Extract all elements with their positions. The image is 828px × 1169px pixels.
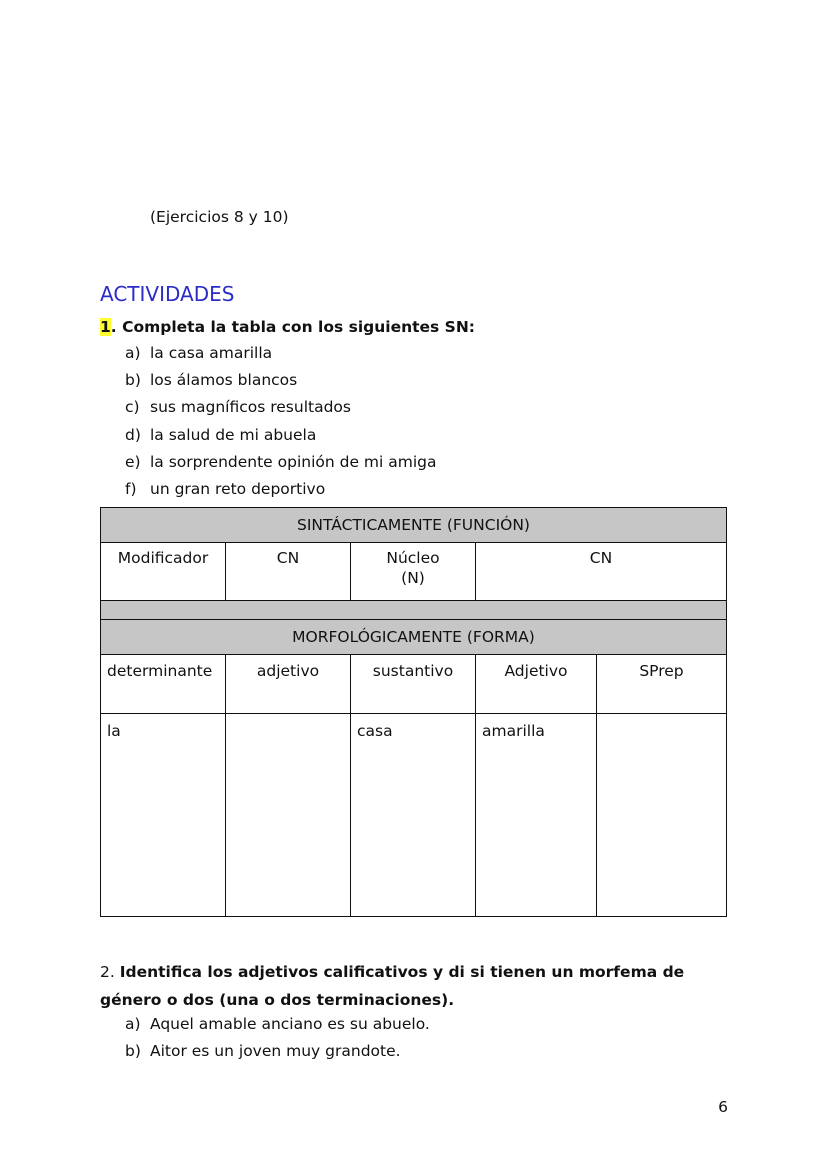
table-cell: CN <box>476 543 727 601</box>
list-item <box>125 479 437 506</box>
table-row <box>101 655 727 714</box>
item-text: un gran reto deportivo <box>150 479 326 498</box>
item-text: los álamos blancos <box>150 371 298 390</box>
table-cell: sustantivo <box>351 655 476 714</box>
table-cell: determinante <box>101 655 226 714</box>
question-2-text: Identifica los adjetivos calificativos y di si tienen un morfema de género o dos (una o dos terminaciones). <box>100 963 685 1009</box>
spacer-cell <box>101 601 727 620</box>
table-row <box>101 508 727 543</box>
table-cell <box>351 543 476 601</box>
analysis-table <box>100 507 727 917</box>
item-letter: b) <box>125 1042 141 1061</box>
table-cell <box>597 714 727 917</box>
table-row <box>101 543 727 601</box>
table-cell: Modificador <box>101 543 226 601</box>
question-1-number: 1 <box>100 318 111 336</box>
table-row <box>101 714 727 917</box>
exercise-reference: (Ejercicios 8 y 10) <box>150 208 289 226</box>
table-row <box>101 620 727 655</box>
question-2-heading <box>100 958 710 1014</box>
list-item <box>125 343 437 370</box>
question-1-text: . Completa la tabla con los siguientes SN: <box>110 318 476 336</box>
syntactic-header: SINTÁCTICAMENTE (FUNCIÓN) <box>101 508 727 543</box>
section-title: ACTIVIDADES <box>100 282 235 306</box>
cell-line: (N) <box>401 569 425 587</box>
question-1-list <box>125 343 437 506</box>
table-spacer-row <box>101 601 727 620</box>
item-letter: f) <box>125 479 137 498</box>
item-letter: a) <box>125 344 141 362</box>
list-item <box>125 425 437 452</box>
item-text: Aitor es un joven muy grandote. <box>150 1042 401 1061</box>
table-cell: SPrep <box>597 655 727 714</box>
item-letter: e) <box>125 452 141 471</box>
list-item <box>125 370 437 397</box>
cell-line: Núcleo <box>386 549 440 567</box>
question-2-list <box>125 1014 430 1068</box>
table-cell: adjetivo <box>226 655 351 714</box>
item-letter: d) <box>125 425 141 444</box>
question-2-number: 2. <box>100 963 120 981</box>
item-text: Aquel amable anciano es su abuelo. <box>150 1015 430 1033</box>
question-1-heading <box>100 318 475 336</box>
list-item <box>125 452 437 479</box>
list-item <box>125 397 437 424</box>
table-cell: CN <box>226 543 351 601</box>
table-cell <box>226 714 351 917</box>
table-cell: amarilla <box>476 714 597 917</box>
morphological-header: MORFOLÓGICAMENTE (FORMA) <box>101 620 727 655</box>
item-text: la sorprendente opinión de mi amiga <box>150 452 437 471</box>
table-cell: la <box>101 714 226 917</box>
page-number: 6 <box>718 1098 728 1116</box>
item-letter: b) <box>125 371 141 390</box>
item-letter: c) <box>125 398 140 417</box>
list-item <box>125 1014 430 1041</box>
item-text: sus magníficos resultados <box>150 398 351 417</box>
table-cell: Adjetivo <box>476 655 597 714</box>
item-letter: a) <box>125 1015 141 1033</box>
list-item <box>125 1041 430 1068</box>
item-text: la salud de mi abuela <box>150 425 317 444</box>
item-text: la casa amarilla <box>150 344 273 362</box>
table-cell: casa <box>351 714 476 917</box>
